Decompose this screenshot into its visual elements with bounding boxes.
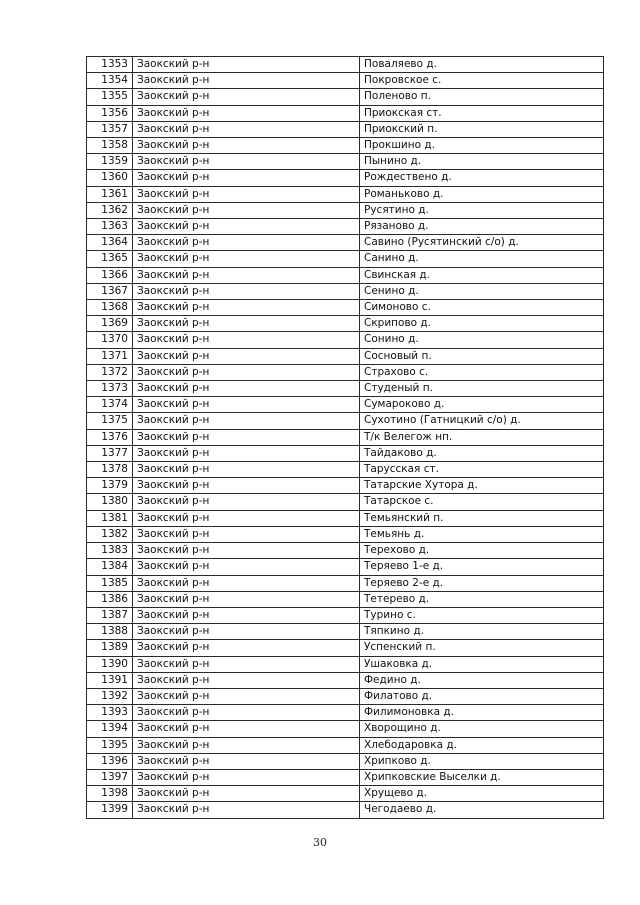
district-cell: Заокский р-н	[133, 543, 360, 559]
table-row	[87, 202, 604, 218]
table-row	[87, 381, 604, 397]
row-number-cell: 1395	[87, 737, 133, 753]
settlement-cell: Хворощино д.	[360, 721, 604, 737]
district-cell: Заокский р-н	[133, 705, 360, 721]
row-number-cell: 1392	[87, 688, 133, 704]
district-cell: Заокский р-н	[133, 462, 360, 478]
row-number-cell: 1394	[87, 721, 133, 737]
settlement-cell: Хрущево д.	[360, 786, 604, 802]
table-row	[87, 672, 604, 688]
table-row	[87, 267, 604, 283]
row-number-cell: 1362	[87, 202, 133, 218]
settlement-cell: Сонино д.	[360, 332, 604, 348]
settlement-cell: Тарусская ст.	[360, 462, 604, 478]
row-number-cell: 1383	[87, 543, 133, 559]
district-cell: Заокский р-н	[133, 235, 360, 251]
settlement-cell: Романьково д.	[360, 186, 604, 202]
settlement-cell: Прокшино д.	[360, 138, 604, 154]
settlement-cell: Ушаковка д.	[360, 656, 604, 672]
row-number-cell: 1355	[87, 89, 133, 105]
settlement-cell: Хрипково д.	[360, 753, 604, 769]
district-cell: Заокский р-н	[133, 219, 360, 235]
settlement-cell: Савино (Русятинский с/о) д.	[360, 235, 604, 251]
row-number-cell: 1373	[87, 381, 133, 397]
settlement-cell: Скрипово д.	[360, 316, 604, 332]
table-row	[87, 575, 604, 591]
settlement-cell: Хрипковские Выселки д.	[360, 769, 604, 785]
district-cell: Заокский р-н	[133, 753, 360, 769]
district-cell: Заокский р-н	[133, 138, 360, 154]
row-number-cell: 1360	[87, 170, 133, 186]
settlement-cell: Санино д.	[360, 251, 604, 267]
row-number-cell: 1369	[87, 316, 133, 332]
table-row	[87, 105, 604, 121]
settlements-table-body	[87, 57, 604, 819]
table-row	[87, 721, 604, 737]
settlement-cell: Теряево 1-е д.	[360, 559, 604, 575]
settlement-cell: Приокский п.	[360, 121, 604, 137]
district-cell: Заокский р-н	[133, 526, 360, 542]
table-row	[87, 170, 604, 186]
row-number-cell: 1359	[87, 154, 133, 170]
settlement-cell: Федино д.	[360, 672, 604, 688]
table-row	[87, 802, 604, 818]
table-row	[87, 510, 604, 526]
table-row	[87, 251, 604, 267]
district-cell: Заокский р-н	[133, 57, 360, 73]
row-number-cell: 1393	[87, 705, 133, 721]
row-number-cell: 1399	[87, 802, 133, 818]
settlement-cell: Свинская д.	[360, 267, 604, 283]
table-row	[87, 219, 604, 235]
settlement-cell: Поваляево д.	[360, 57, 604, 73]
settlement-cell: Поленово п.	[360, 89, 604, 105]
settlement-cell: Темьянский п.	[360, 510, 604, 526]
table-row	[87, 235, 604, 251]
settlement-cell: Приокская ст.	[360, 105, 604, 121]
table-row	[87, 57, 604, 73]
settlement-cell: Русятино д.	[360, 202, 604, 218]
row-number-cell: 1357	[87, 121, 133, 137]
district-cell: Заокский р-н	[133, 202, 360, 218]
district-cell: Заокский р-н	[133, 737, 360, 753]
row-number-cell: 1396	[87, 753, 133, 769]
table-row	[87, 705, 604, 721]
settlement-cell: Филатово д.	[360, 688, 604, 704]
settlement-cell: Татарское с.	[360, 494, 604, 510]
district-cell: Заокский р-н	[133, 364, 360, 380]
row-number-cell: 1388	[87, 624, 133, 640]
settlement-cell: Пынино д.	[360, 154, 604, 170]
district-cell: Заокский р-н	[133, 121, 360, 137]
row-number-cell: 1382	[87, 526, 133, 542]
settlement-cell: Рязаново д.	[360, 219, 604, 235]
row-number-cell: 1370	[87, 332, 133, 348]
settlement-cell: Сенино д.	[360, 283, 604, 299]
district-cell: Заокский р-н	[133, 429, 360, 445]
table-row	[87, 364, 604, 380]
row-number-cell: 1365	[87, 251, 133, 267]
table-row	[87, 429, 604, 445]
table-row	[87, 769, 604, 785]
district-cell: Заокский р-н	[133, 640, 360, 656]
settlement-cell: Татарские Хутора д.	[360, 478, 604, 494]
settlement-cell: Хлебодаровка д.	[360, 737, 604, 753]
district-cell: Заокский р-н	[133, 170, 360, 186]
table-row	[87, 73, 604, 89]
table-row	[87, 462, 604, 478]
row-number-cell: 1385	[87, 575, 133, 591]
district-cell: Заокский р-н	[133, 186, 360, 202]
row-number-cell: 1381	[87, 510, 133, 526]
district-cell: Заокский р-н	[133, 786, 360, 802]
district-cell: Заокский р-н	[133, 267, 360, 283]
district-cell: Заокский р-н	[133, 316, 360, 332]
settlement-cell: Чегодаево д.	[360, 802, 604, 818]
settlement-cell: Сосновый п.	[360, 348, 604, 364]
row-number-cell: 1375	[87, 413, 133, 429]
row-number-cell: 1387	[87, 607, 133, 623]
table-row	[87, 543, 604, 559]
row-number-cell: 1354	[87, 73, 133, 89]
district-cell: Заокский р-н	[133, 494, 360, 510]
district-cell: Заокский р-н	[133, 688, 360, 704]
table-row	[87, 89, 604, 105]
table-row	[87, 786, 604, 802]
table-row	[87, 154, 604, 170]
table-row	[87, 121, 604, 137]
table-row	[87, 494, 604, 510]
district-cell: Заокский р-н	[133, 154, 360, 170]
row-number-cell: 1391	[87, 672, 133, 688]
table-row	[87, 445, 604, 461]
table-row	[87, 591, 604, 607]
settlement-cell: Тетерево д.	[360, 591, 604, 607]
table-row	[87, 348, 604, 364]
district-cell: Заокский р-н	[133, 283, 360, 299]
page-number: 30	[313, 836, 327, 849]
settlement-cell: Турино с.	[360, 607, 604, 623]
row-number-cell: 1380	[87, 494, 133, 510]
district-cell: Заокский р-н	[133, 672, 360, 688]
row-number-cell: 1356	[87, 105, 133, 121]
district-cell: Заокский р-н	[133, 89, 360, 105]
settlement-cell: Успенский п.	[360, 640, 604, 656]
district-cell: Заокский р-н	[133, 73, 360, 89]
row-number-cell: 1389	[87, 640, 133, 656]
table-row	[87, 526, 604, 542]
row-number-cell: 1372	[87, 364, 133, 380]
table-row	[87, 753, 604, 769]
district-cell: Заокский р-н	[133, 251, 360, 267]
settlement-cell: Темьянь д.	[360, 526, 604, 542]
table-row	[87, 478, 604, 494]
district-cell: Заокский р-н	[133, 559, 360, 575]
row-number-cell: 1363	[87, 219, 133, 235]
settlement-cell: Тайдаково д.	[360, 445, 604, 461]
table-row	[87, 300, 604, 316]
district-cell: Заокский р-н	[133, 656, 360, 672]
row-number-cell: 1374	[87, 397, 133, 413]
row-number-cell: 1361	[87, 186, 133, 202]
settlement-cell: Страхово с.	[360, 364, 604, 380]
table-row	[87, 624, 604, 640]
district-cell: Заокский р-н	[133, 802, 360, 818]
table-row	[87, 138, 604, 154]
table-row	[87, 607, 604, 623]
district-cell: Заокский р-н	[133, 510, 360, 526]
table-row	[87, 559, 604, 575]
settlement-cell: Сумароково д.	[360, 397, 604, 413]
district-cell: Заокский р-н	[133, 769, 360, 785]
settlement-cell: Терехово д.	[360, 543, 604, 559]
table-row	[87, 332, 604, 348]
district-cell: Заокский р-н	[133, 381, 360, 397]
table-row	[87, 640, 604, 656]
district-cell: Заокский р-н	[133, 445, 360, 461]
table-row	[87, 316, 604, 332]
settlement-cell: Рождествено д.	[360, 170, 604, 186]
district-cell: Заокский р-н	[133, 478, 360, 494]
row-number-cell: 1398	[87, 786, 133, 802]
row-number-cell: 1384	[87, 559, 133, 575]
table-row	[87, 656, 604, 672]
table-row	[87, 397, 604, 413]
settlement-cell: Студеный п.	[360, 381, 604, 397]
row-number-cell: 1397	[87, 769, 133, 785]
settlements-table	[86, 56, 604, 819]
row-number-cell: 1371	[87, 348, 133, 364]
district-cell: Заокский р-н	[133, 575, 360, 591]
row-number-cell: 1378	[87, 462, 133, 478]
district-cell: Заокский р-н	[133, 105, 360, 121]
settlement-cell: Т/к Велегож нп.	[360, 429, 604, 445]
district-cell: Заокский р-н	[133, 591, 360, 607]
settlement-cell: Теряево 2-е д.	[360, 575, 604, 591]
district-cell: Заокский р-н	[133, 397, 360, 413]
district-cell: Заокский р-н	[133, 624, 360, 640]
row-number-cell: 1366	[87, 267, 133, 283]
settlement-cell: Симоново с.	[360, 300, 604, 316]
district-cell: Заокский р-н	[133, 413, 360, 429]
settlement-cell: Филимоновка д.	[360, 705, 604, 721]
district-cell: Заокский р-н	[133, 721, 360, 737]
table-row	[87, 186, 604, 202]
table-row	[87, 283, 604, 299]
row-number-cell: 1364	[87, 235, 133, 251]
row-number-cell: 1376	[87, 429, 133, 445]
district-cell: Заокский р-н	[133, 348, 360, 364]
table-row	[87, 737, 604, 753]
row-number-cell: 1386	[87, 591, 133, 607]
row-number-cell: 1353	[87, 57, 133, 73]
row-number-cell: 1368	[87, 300, 133, 316]
row-number-cell: 1379	[87, 478, 133, 494]
settlement-cell: Тяпкино д.	[360, 624, 604, 640]
settlement-cell: Сухотино (Гатницкий с/о) д.	[360, 413, 604, 429]
row-number-cell: 1358	[87, 138, 133, 154]
district-cell: Заокский р-н	[133, 607, 360, 623]
table-row	[87, 413, 604, 429]
district-cell: Заокский р-н	[133, 332, 360, 348]
table-row	[87, 688, 604, 704]
row-number-cell: 1390	[87, 656, 133, 672]
settlement-cell: Покровское с.	[360, 73, 604, 89]
row-number-cell: 1377	[87, 445, 133, 461]
district-cell: Заокский р-н	[133, 300, 360, 316]
row-number-cell: 1367	[87, 283, 133, 299]
